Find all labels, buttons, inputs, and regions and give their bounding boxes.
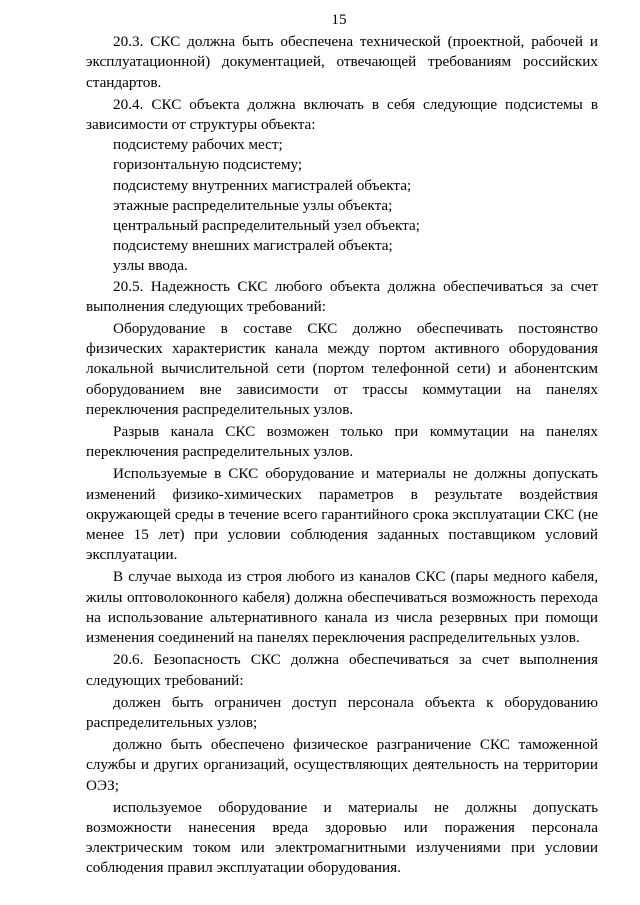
list-item: горизонтальную подсистему; xyxy=(113,156,303,174)
paragraph-20-4: 20.4. СКС объекта должна включать в себя следующие подсистемы в зависимости от структуры объекта: xyxy=(86,95,598,134)
paragraph-20-5: 20.5. Надежность СКС любого объекта должна обеспечиваться за счет выполнения следующих требований: xyxy=(86,277,598,315)
paragraph-20-6: 20.6. Безопасность СКС должна обеспечиваться за счет выполнения следующих требований: xyxy=(86,651,598,689)
requirement-safety: используемое оборудование и материалы не должны допускать возможности нанесения вреда здоровью или поражения персонала электрическим током или электромагнитными излучениями при условии соблюдения правил эксплуатации оборудования. xyxy=(86,798,598,877)
paragraph-20-3: 20.3. СКС должна быть обеспечена технической (проектной, рабочей и эксплуатационной) документацией, отвечающей требованиям российских стандартов. xyxy=(86,33,598,91)
list-item: центральный распределительный узел объекта; xyxy=(113,217,420,235)
paragraph-equipment: Оборудование в составе СКС должно обеспечивать постоянство физических характеристик канала между портом активного оборудования локальной вычислительной сети (портом телефонной сети) и абонентским оборудованием вне зависимости от трассы коммутации на панелях переключения распределительных узлов. xyxy=(86,320,598,418)
list-item: узлы ввода. xyxy=(113,257,188,275)
paragraph-channel-break: Разрыв канала СКС возможен только при коммутации на панелях переключения распределительных узлов. xyxy=(86,423,598,461)
paragraph-materials: Используемые в СКС оборудование и материалы не должны допускать изменений физико-химических параметров в результате воздействия окружающей среды в течение всего гарантийного срока эксплуатации СКС (не менее 15 лет) при условии соблюдения заданных поставщиком условий эксплуатации. xyxy=(86,465,598,564)
list-item: этажные распределительные узлы объекта; xyxy=(113,196,393,214)
page-number: 15 xyxy=(331,11,347,28)
list-item: подсистему рабочих мест; xyxy=(113,136,283,154)
subsystems-list xyxy=(86,135,598,276)
list-item: подсистему внешних магистралей объекта; xyxy=(113,237,393,255)
list-item: подсистему внутренних магистралей объекта; xyxy=(113,176,412,194)
paragraph-channel-failure: В случае выхода из строя любого из каналов СКС (пары медного кабеля, жилы оптоволоконного кабеля) должна обеспечиваться возможность перехода на использование альтернативного канала из числа резервных при помощи изменения соединений на панелях переключения распределительных узлов. xyxy=(86,568,598,647)
requirement-separation: должно быть обеспечено физическое разграничение СКС таможенной службы и других организаций, осуществляющих деятельность на территории ОЭЗ; xyxy=(86,736,598,794)
requirement-access: должен быть ограничен доступ персонала объекта к оборудованию распределительных узлов; xyxy=(86,693,598,731)
